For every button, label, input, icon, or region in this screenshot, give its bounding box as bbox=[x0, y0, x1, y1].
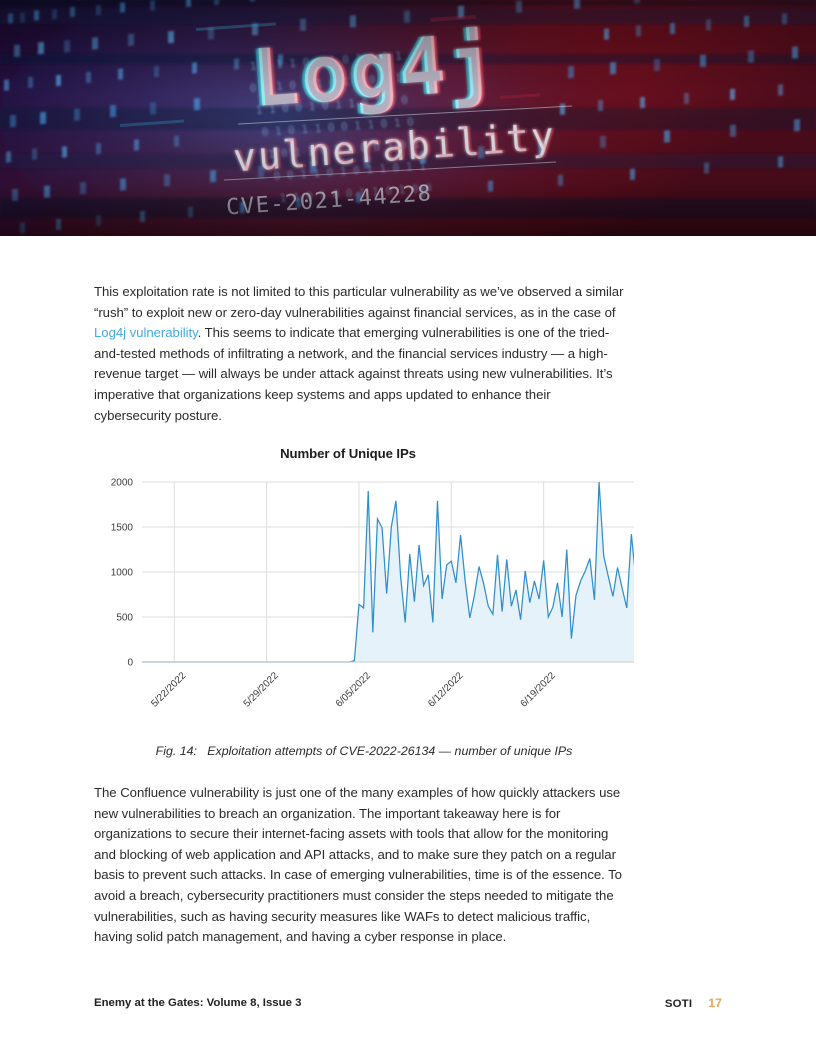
chart-plot-area bbox=[94, 472, 634, 740]
figure-caption bbox=[94, 744, 634, 758]
y-axis-tick-label: 2000 bbox=[110, 477, 133, 489]
x-axis-tick-label: 6/19/2022 bbox=[518, 670, 558, 710]
log4j-vulnerability-banner bbox=[0, 0, 816, 236]
page-footer bbox=[94, 994, 722, 1012]
x-axis-tick-label: 5/22/2022 bbox=[149, 670, 189, 710]
x-axis-tick-label: 5/29/2022 bbox=[241, 670, 281, 710]
chart-svg bbox=[94, 472, 634, 740]
y-axis-tick-label: 1000 bbox=[110, 567, 133, 579]
y-axis-tick-label: 0 bbox=[127, 657, 133, 669]
footer-report-title: Enemy at the Gates: Volume 8, Issue 3 bbox=[94, 997, 302, 1009]
chart-title: Number of Unique IPs bbox=[280, 446, 416, 461]
chart-x-axis-labels bbox=[149, 670, 558, 710]
chart-y-axis-labels bbox=[111, 478, 134, 669]
unique-ips-chart bbox=[94, 440, 634, 740]
footer-page-number: 17 bbox=[708, 996, 722, 1010]
banner-artwork bbox=[0, 0, 816, 236]
y-axis-tick-label: 1500 bbox=[110, 522, 133, 534]
x-axis-tick-label: 6/12/2022 bbox=[426, 670, 466, 710]
confluence-paragraph: The Confluence vulnerability is just one of the many examples of how quickly attackers use new vulnerabilities to breach an organization. The important takeaway here is for organizations to secure their internet-facing assets with tools that allow for the monitoring and blocking of web application and API attacks, and to make sure they patch on a regular basis to prevent such attacks. In case of emerging vulnerabilities, time is of the essence. To avoid a breach, cybersecurity practitioners must consider the steps needed to mitigate the vulnerabilities, such as having security measures like WAFs to detect malicious traffic, having solid patch management, and having a cyber response in place. bbox=[94, 785, 622, 945]
footer-brand: SOTI bbox=[664, 998, 693, 1010]
footer-right-group bbox=[665, 996, 722, 1010]
intro-paragraph-text-b: . This seems to indicate that emerging vulnerabilities is one of the tried-and-tested methods of infiltrating a network, and the financial services industry — a high-revenue target — will always be under attack against threats using new vulnerabilities. It’s imperative that organizations keep systems and apps updated to enhance their cybersecurity posture. bbox=[94, 325, 613, 423]
log4j-vulnerability-link[interactable]: Log4j vulnerability bbox=[94, 325, 198, 341]
figure-caption-text: Exploitation attempts of CVE-2022-26134 — number of unique IPs bbox=[207, 744, 573, 758]
figure-number: Fig. 14: bbox=[155, 744, 197, 758]
intro-paragraph bbox=[94, 282, 630, 426]
x-axis-tick-label: 6/05/2022 bbox=[333, 670, 374, 710]
intro-paragraph-text-a: This exploitation rate is not limited to this particular vulnerability as we’ve observed a similar “rush” to exploit new or zero-day vulnerabilities against financial services, as in the case of bbox=[94, 284, 624, 320]
y-axis-tick-label: 500 bbox=[116, 612, 133, 624]
